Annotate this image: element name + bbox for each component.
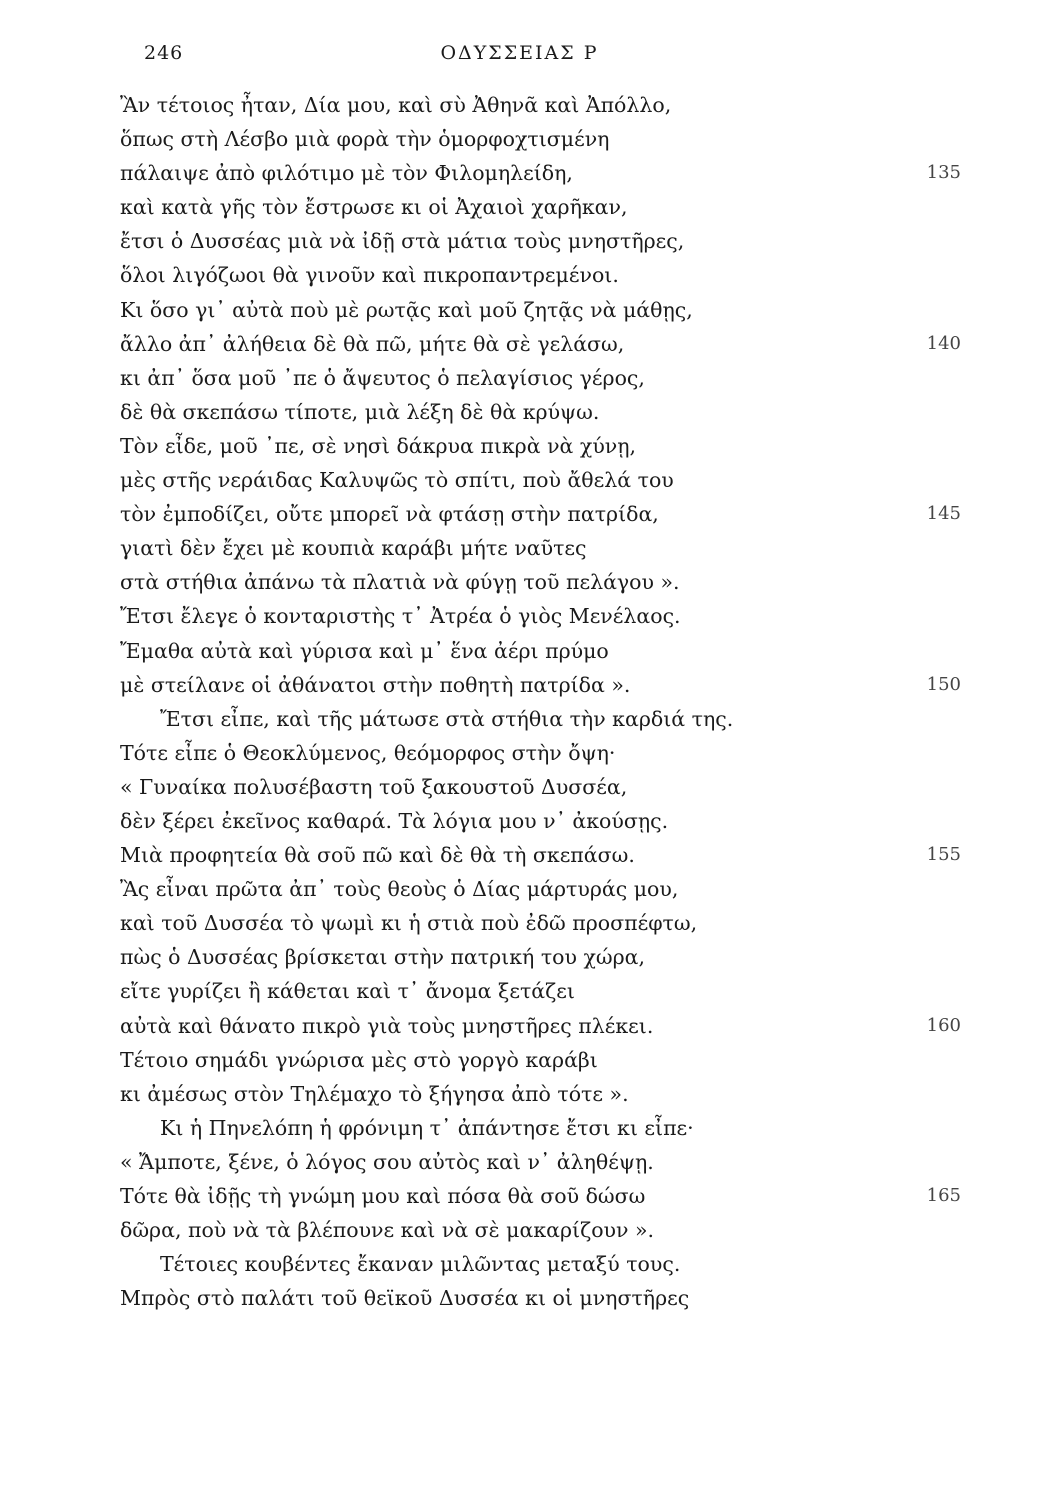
verse-line (0, 293, 1039, 327)
verse-line-text: μὲς στῆς νεράιδας Καλυψῶς τὸ σπίτι, ποὺ ἄθελά του (120, 468, 674, 493)
verse-line-text: Τέτοιες κουβέντες ἔκαναν μιλῶντας μεταξύ τους. (160, 1252, 681, 1277)
verse-line-text: Ἔτσι εἶπε, καὶ τῆς μάτωσε στὰ στήθια τὴν καρδιά της. (160, 706, 734, 731)
verse-line-text: πάλαιψε ἀπὸ φιλότιμο μὲ τὸν Φιλομηλείδη, (120, 161, 573, 186)
verse-line-number: 155 (926, 844, 961, 866)
verse-line-text: Τότε εἶπε ὁ Θεοκλύμενος, θεόμορφος στὴν ὄψη· (120, 740, 616, 765)
verse-line-text: Ἔμαθα αὐτὰ καὶ γύρισα καὶ μ᾽ ἕνα ἀέρι πρύμο (120, 638, 609, 663)
verse-line-text: δῶρα, ποὺ νὰ τὰ βλέπουνε καὶ νὰ σὲ μακαρίζουν ». (120, 1218, 655, 1243)
verse-line (0, 1213, 1039, 1247)
verse-line (0, 599, 1039, 633)
verse-line-text: Μπρὸς στὸ παλάτι τοῦ θεϊκοῦ Δυσσέα κι οἱ μνηστῆρες (120, 1286, 690, 1311)
verse-line-text: ἔτσι ὁ Δυσσέας μιὰ νὰ ἰδῇ στὰ μάτια τοὺς μνηστῆρες, (120, 229, 685, 254)
verse-line (0, 1247, 1039, 1281)
verse-line (0, 361, 1039, 395)
verse-line (0, 327, 1039, 361)
verse-line-text: ἄλλο ἀπ᾽ ἀλήθεια δὲ θὰ πῶ, μήτε θὰ σὲ γελάσω, (120, 331, 625, 356)
verse-line-text: Ἂς εἶναι πρῶτα ἀπ᾽ τοὺς θεοὺς ὁ Δίας μάρτυράς μου, (120, 877, 679, 902)
verse-line-number: 165 (926, 1185, 961, 1206)
verse-line-text: Μιὰ προφητεία θὰ σοῦ πῶ καὶ δὲ θὰ τὴ σκεπάσω. (120, 843, 635, 868)
verse-text-block (0, 88, 1039, 1315)
verse-line-text: δὲ θὰ σκεπάσω τίποτε, μιὰ λέξη δὲ θὰ κρύψω. (120, 399, 600, 424)
verse-line-text: καὶ κατὰ γῆς τὸν ἔστρωσε κι οἱ Ἀχαιοὶ χαρῆκαν, (120, 195, 628, 220)
verse-line (0, 1111, 1039, 1145)
verse-line (0, 1145, 1039, 1179)
verse-line (0, 702, 1039, 736)
verse-line-text: δὲν ξέρει ἐκεῖνος καθαρά. Τὰ λόγια μου ν᾽ ἀκούσῃς. (120, 808, 669, 833)
verse-line-number: 145 (926, 503, 961, 525)
verse-line-number: 160 (926, 1014, 961, 1036)
verse-line (0, 224, 1039, 258)
verse-line (0, 1077, 1039, 1111)
verse-line-text: στὰ στήθια ἀπάνω τὰ πλατιὰ νὰ φύγῃ τοῦ πελάγου ». (120, 570, 680, 595)
verse-line (0, 156, 1039, 190)
verse-line (0, 1009, 1039, 1043)
verse-line-text: κι ἀπ᾽ ὅσα μοῦ ᾽πε ὁ ἄψευτος ὁ πελαγίσιος γέρος, (120, 365, 645, 390)
verse-line-text: Ἔτσι ἔλεγε ὁ κονταριστὴς τ᾽ Ἀτρέα ὁ γιὸς Μενέλαος. (120, 604, 681, 629)
verse-line (0, 395, 1039, 429)
verse-line-text: Τέτοιο σημάδι γνώρισα μὲς στὸ γοργὸ καράβι (120, 1047, 598, 1072)
verse-line-text: εἴτε γυρίζει ἢ κάθεται καὶ τ᾽ ἄνομα ξετάζει (120, 979, 575, 1004)
verse-line-number: 140 (926, 332, 961, 354)
verse-line-text: κι ἀμέσως στὸν Τηλέμαχο τὸ ξήγησα ἀπὸ τότε ». (120, 1081, 629, 1106)
verse-line (0, 838, 1039, 872)
verse-line (0, 668, 1039, 702)
verse-line (0, 429, 1039, 463)
verse-line-text: μὲ στείλανε οἱ ἀθάνατοι στὴν ποθητὴ πατρίδα ». (120, 672, 631, 697)
verse-line (0, 258, 1039, 292)
verse-line-text: Τὸν εἶδε, μοῦ ᾽πε, σὲ νησὶ δάκρυα πικρὰ νὰ χύνῃ, (120, 433, 637, 458)
verse-line-text: « Γυναίκα πολυσέβαστη τοῦ ξακουστοῦ Δυσσέα, (120, 774, 628, 799)
verse-line (0, 1179, 1039, 1213)
verse-line-text: τὸν ἐμποδίζει, οὔτε μπορεῖ νὰ φτάσῃ στὴν πατρίδα, (120, 502, 659, 527)
verse-line-text: Τότε θὰ ἰδῇς τὴ γνώμη μου καὶ πόσα θὰ σοῦ δώσω (120, 1184, 646, 1208)
verse-line-text: Κι ἡ Πηνελόπη ἡ φρόνιμη τ᾽ ἀπάντησε ἔτσι κι εἶπε· (160, 1115, 694, 1140)
page-number: 246 (144, 42, 184, 64)
verse-line (0, 940, 1039, 974)
verse-line-text: πὼς ὁ Δυσσέας βρίσκεται στὴν πατρική του χώρα, (120, 945, 646, 970)
verse-line-text: αὐτὰ καὶ θάνατο πικρὸ γιὰ τοὺς μνηστῆρες πλέκει. (120, 1013, 654, 1038)
verse-line (0, 634, 1039, 668)
verse-line (0, 906, 1039, 940)
verse-line (0, 190, 1039, 224)
verse-line-number: 135 (926, 162, 961, 184)
verse-line (0, 1043, 1039, 1077)
verse-line (0, 88, 1039, 122)
verse-line-number: 150 (926, 673, 961, 695)
verse-line (0, 770, 1039, 804)
verse-line (0, 872, 1039, 906)
verse-line (0, 1281, 1039, 1315)
verse-line (0, 463, 1039, 497)
verse-line-text: γιατὶ δὲν ἔχει μὲ κουπιὰ καράβι μήτε ναῦτες (120, 536, 587, 561)
verse-line-text: καὶ τοῦ Δυσσέα τὸ ψωμὶ κι ἡ στιὰ ποὺ ἐδῶ προσπέφτω, (120, 911, 698, 936)
verse-line (0, 565, 1039, 599)
verse-line-text: Κι ὅσο γι᾽ αὐτὰ ποὺ μὲ ρωτᾷς καὶ μοῦ ζητᾷς νὰ μάθῃς, (120, 297, 693, 322)
verse-line-text: ὅλοι λιγόζωοι θὰ γινοῦν καὶ πικροπαντρεμένοι. (120, 263, 619, 288)
verse-line-text: ὅπως στὴ Λέσβο μιὰ φορὰ τὴν ὁμορφοχτισμένη (120, 127, 610, 152)
verse-line (0, 497, 1039, 531)
verse-line (0, 736, 1039, 770)
verse-line-text: Ἂν τέτοιος ἦταν, Δία μου, καὶ σὺ Ἀθηνᾶ καὶ Ἀπόλλο, (120, 93, 672, 117)
verse-line (0, 804, 1039, 838)
running-title: ΟΔΥΣΣΕΙΑΣ Ρ (440, 42, 599, 64)
verse-line (0, 531, 1039, 565)
verse-line-text: « Ἄμποτε, ξένε, ὁ λόγος σου αὐτὸς καὶ ν᾽ ἀληθέψῃ. (120, 1149, 654, 1174)
verse-line (0, 122, 1039, 156)
verse-line (0, 974, 1039, 1008)
page-header (0, 42, 1039, 72)
